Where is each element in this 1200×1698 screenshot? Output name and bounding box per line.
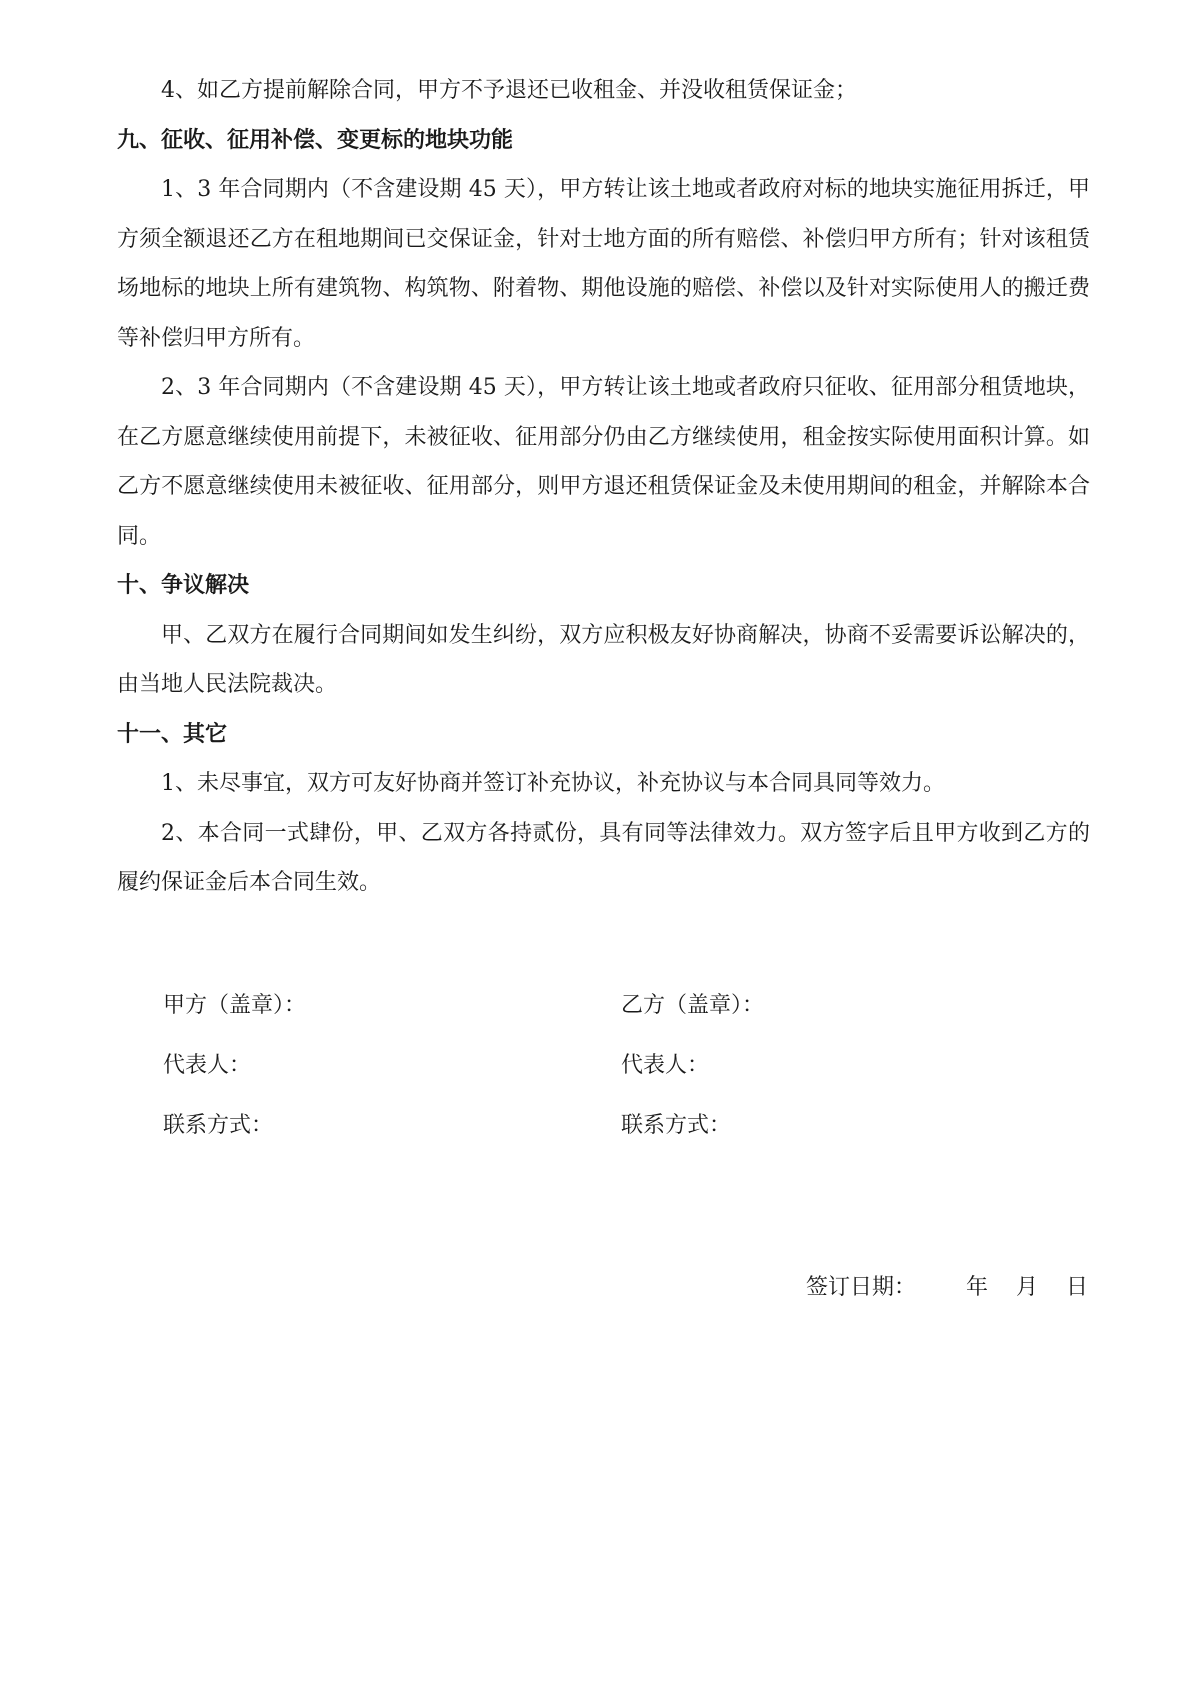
section-10-heading: 十、争议解决 bbox=[117, 572, 250, 598]
section-9-heading: 九、征收、征用补偿、变更标的地块功能 bbox=[117, 126, 514, 153]
party-a-contact-label: 联系方式： bbox=[163, 1113, 274, 1138]
party-a-representative-label: 代表人： bbox=[163, 1053, 252, 1078]
signing-date-year: 年 bbox=[965, 1275, 988, 1300]
party-a-signature bbox=[163, 976, 306, 1156]
clause-11-item-2: 2、本合同一式肆份，甲、乙双方各持贰份，具有同等法律效力。双方签字后且甲方收到乙方的履约保证金后本合同生效。 bbox=[117, 820, 1090, 895]
party-b-representative-label: 代表人： bbox=[621, 1053, 710, 1078]
clause-11-item-1: 1、未尽事宜，双方可友好协商并签订补充协议，补充协议与本合同具同等效力。 bbox=[161, 771, 945, 796]
section-11-heading: 十一、其它 bbox=[117, 720, 228, 747]
party-b-seal-label: 乙方（盖章）： bbox=[621, 993, 765, 1018]
clause-8-item-4: 4、如乙方提前解除合同，甲方不予退还已收租金、并没收租赁保证金； bbox=[161, 78, 857, 103]
party-b-contact-label: 联系方式： bbox=[621, 1113, 732, 1138]
signing-date-day: 日 bbox=[1065, 1275, 1088, 1300]
signing-date-label: 签订日期： bbox=[805, 1275, 916, 1300]
clause-10-text: 甲、乙双方在履行合同期间如发生纠纷，双方应积极友好协商解决，协商不妥需要诉讼解决的，由当地人民法院裁决。 bbox=[117, 622, 1090, 697]
signing-date-month: 月 bbox=[1015, 1275, 1038, 1300]
signature-block bbox=[0, 976, 1200, 1138]
contract-body bbox=[117, 66, 1090, 908]
party-a-seal-label: 甲方（盖章）： bbox=[163, 993, 307, 1018]
clause-9-item-2: 2、3 年合同期内（不含建设期 45 天），甲方转让该土地或者政府只征收、征用部分租赁地块，在乙方愿意继续使用前提下，未被征收、征用部分仍由乙方继续使用，租金按实际使用面积计算。如乙方不愿意继续使用未被征收、征用部分，则甲方退还租赁保证金及未使用期间的租金，并解除本合同。 bbox=[117, 375, 1090, 549]
signing-date bbox=[778, 1228, 1088, 1348]
party-b-signature bbox=[621, 976, 764, 1156]
clause-9-item-1: 1、3 年合同期内（不含建设期 45 天），甲方转让该土地或者政府对标的地块实施征用拆迁，甲方须全额退还乙方在租地期间已交保证金，针对士地方面的所有赔偿、补偿归甲方所有；针对该租赁场地标的地块上所有建筑物、构筑物、附着物、期他设施的赔偿、补偿以及针对实际使用人的搬迁费等补偿归甲方所有。 bbox=[117, 177, 1090, 351]
